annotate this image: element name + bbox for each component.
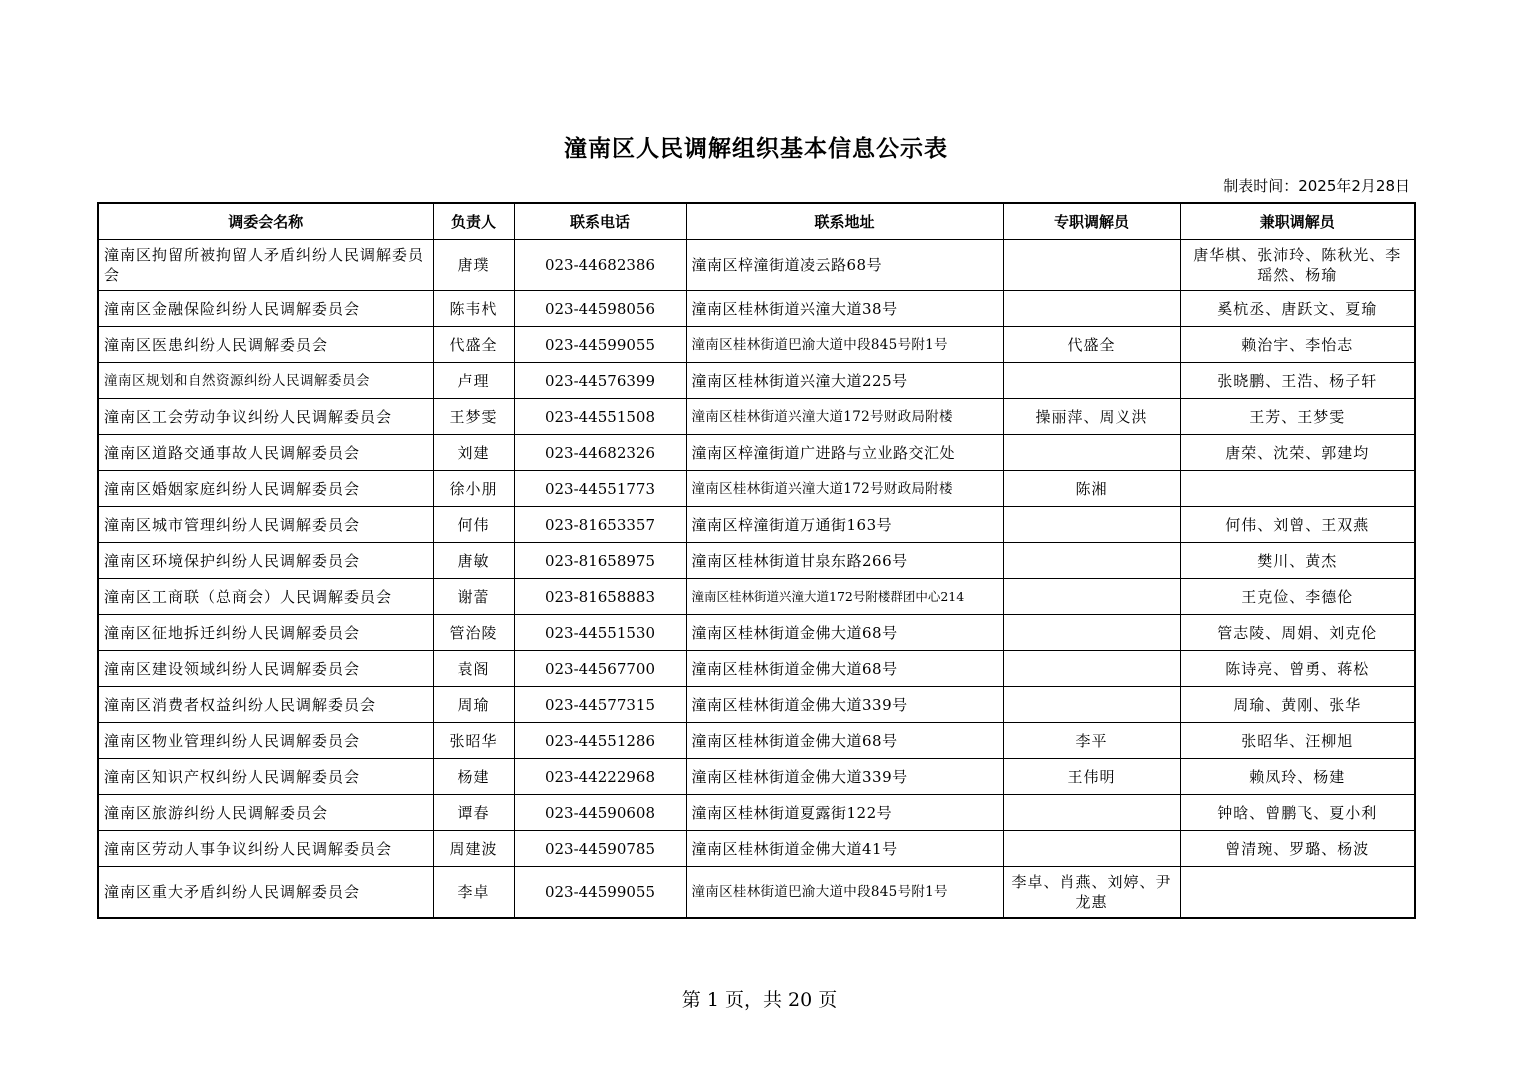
table-row (98, 240, 1415, 291)
leader: 周瑜 (433, 687, 514, 723)
table-row (98, 291, 1415, 327)
table-row (98, 435, 1415, 471)
phone: 023-44682386 (514, 240, 686, 291)
table-row (98, 363, 1415, 399)
header-address: 联系地址 (686, 203, 1003, 240)
table-row (98, 759, 1415, 795)
table-row (98, 687, 1415, 723)
leader: 代盛全 (433, 327, 514, 363)
parttime-mediator: 奚杭丞、唐跃文、夏瑜 (1180, 291, 1415, 327)
address: 潼南区桂林街道夏露街122号 (686, 795, 1003, 831)
header-parttime-mediator: 兼职调解员 (1180, 203, 1415, 240)
table-row (98, 579, 1415, 615)
header-committee-name: 调委会名称 (98, 203, 433, 240)
committee-name: 潼南区建设领域纠纷人民调解委员会 (98, 651, 433, 687)
address: 潼南区桂林街道甘泉东路266号 (686, 543, 1003, 579)
address: 潼南区桂林街道巴渝大道中段845号附1号 (686, 327, 1003, 363)
committee-name: 潼南区金融保险纠纷人民调解委员会 (98, 291, 433, 327)
phone: 023-44551773 (514, 471, 686, 507)
fulltime-mediator (1003, 795, 1180, 831)
parttime-mediator (1180, 471, 1415, 507)
phone: 023-44590608 (514, 795, 686, 831)
parttime-mediator: 管志陵、周娟、刘克伦 (1180, 615, 1415, 651)
phone: 023-44551286 (514, 723, 686, 759)
parttime-mediator: 赖凤玲、杨建 (1180, 759, 1415, 795)
phone: 023-81658883 (514, 579, 686, 615)
committee-name: 潼南区旅游纠纷人民调解委员会 (98, 795, 433, 831)
address: 潼南区梓潼街道凌云路68号 (686, 240, 1003, 291)
phone: 023-44599055 (514, 327, 686, 363)
fulltime-mediator (1003, 240, 1180, 291)
parttime-mediator (1180, 867, 1415, 919)
fulltime-mediator: 代盛全 (1003, 327, 1180, 363)
committee-name: 潼南区城市管理纠纷人民调解委员会 (98, 507, 433, 543)
fulltime-mediator (1003, 651, 1180, 687)
fulltime-mediator (1003, 507, 1180, 543)
table-row (98, 399, 1415, 435)
phone: 023-44551508 (514, 399, 686, 435)
fulltime-mediator (1003, 831, 1180, 867)
parttime-mediator: 唐华棋、张沛玲、陈秋光、李瑶然、杨瑜 (1180, 240, 1415, 291)
header-phone: 联系电话 (514, 203, 686, 240)
address: 潼南区桂林街道兴潼大道38号 (686, 291, 1003, 327)
parttime-mediator: 樊川、黄杰 (1180, 543, 1415, 579)
leader: 周建波 (433, 831, 514, 867)
table-row (98, 471, 1415, 507)
fulltime-mediator: 陈湘 (1003, 471, 1180, 507)
phone: 023-81658975 (514, 543, 686, 579)
parttime-mediator: 钟晗、曾鹏飞、夏小利 (1180, 795, 1415, 831)
address: 潼南区桂林街道兴潼大道225号 (686, 363, 1003, 399)
leader: 谢蕾 (433, 579, 514, 615)
page-title: 潼南区人民调解组织基本信息公示表 (564, 135, 948, 162)
address: 潼南区梓潼街道万通街163号 (686, 507, 1003, 543)
fulltime-mediator (1003, 543, 1180, 579)
table-row (98, 831, 1415, 867)
parttime-mediator: 赖治宇、李怡志 (1180, 327, 1415, 363)
leader: 管治陵 (433, 615, 514, 651)
committee-name: 潼南区道路交通事故人民调解委员会 (98, 435, 433, 471)
committee-name: 潼南区工会劳动争议纠纷人民调解委员会 (98, 399, 433, 435)
committee-name: 潼南区医患纠纷人民调解委员会 (98, 327, 433, 363)
parttime-mediator: 曾清琬、罗璐、杨波 (1180, 831, 1415, 867)
address: 潼南区桂林街道金佛大道68号 (686, 651, 1003, 687)
parttime-mediator: 陈诗亮、曾勇、蒋松 (1180, 651, 1415, 687)
leader: 张昭华 (433, 723, 514, 759)
parttime-mediator: 王克俭、李德伦 (1180, 579, 1415, 615)
phone: 023-44576399 (514, 363, 686, 399)
address: 潼南区桂林街道金佛大道339号 (686, 687, 1003, 723)
committee-name: 潼南区拘留所被拘留人矛盾纠纷人民调解委员会 (98, 240, 433, 291)
committee-name: 潼南区环境保护纠纷人民调解委员会 (98, 543, 433, 579)
fulltime-mediator (1003, 615, 1180, 651)
phone: 023-44682326 (514, 435, 686, 471)
committee-name: 潼南区征地拆迁纠纷人民调解委员会 (98, 615, 433, 651)
phone: 023-44567700 (514, 651, 686, 687)
leader: 陈韦杙 (433, 291, 514, 327)
fulltime-mediator: 操丽萍、周义洪 (1003, 399, 1180, 435)
header-leader: 负责人 (433, 203, 514, 240)
address: 潼南区桂林街道金佛大道68号 (686, 615, 1003, 651)
fulltime-mediator (1003, 687, 1180, 723)
fulltime-mediator (1003, 363, 1180, 399)
leader: 袁阁 (433, 651, 514, 687)
phone: 023-44222968 (514, 759, 686, 795)
table-row (98, 327, 1415, 363)
address: 潼南区桂林街道兴潼大道172号财政局附楼 (686, 471, 1003, 507)
fulltime-mediator (1003, 291, 1180, 327)
leader: 徐小朋 (433, 471, 514, 507)
fulltime-mediator (1003, 435, 1180, 471)
table-row (98, 507, 1415, 543)
table-row (98, 651, 1415, 687)
leader: 唐璞 (433, 240, 514, 291)
table-row (98, 795, 1415, 831)
mediation-table (97, 202, 1416, 919)
fulltime-mediator (1003, 579, 1180, 615)
leader: 王梦雯 (433, 399, 514, 435)
table-header-row (98, 203, 1415, 240)
committee-name: 潼南区工商联（总商会）人民调解委员会 (98, 579, 433, 615)
parttime-mediator: 唐荣、沈荣、郭建均 (1180, 435, 1415, 471)
page-footer: 第 1 页，共 20 页 (681, 989, 838, 1011)
fulltime-mediator: 李卓、肖燕、刘婷、尹龙惠 (1003, 867, 1180, 919)
parttime-mediator: 何伟、刘曾、王双燕 (1180, 507, 1415, 543)
fulltime-mediator: 王伟明 (1003, 759, 1180, 795)
address: 潼南区桂林街道金佛大道339号 (686, 759, 1003, 795)
committee-name: 潼南区规划和自然资源纠纷人民调解委员会 (98, 363, 433, 399)
header-fulltime-mediator: 专职调解员 (1003, 203, 1180, 240)
committee-name: 潼南区劳动人事争议纠纷人民调解委员会 (98, 831, 433, 867)
parttime-mediator: 王芳、王梦雯 (1180, 399, 1415, 435)
leader: 何伟 (433, 507, 514, 543)
committee-name: 潼南区重大矛盾纠纷人民调解委员会 (98, 867, 433, 919)
leader: 卢理 (433, 363, 514, 399)
parttime-mediator: 张昭华、汪柳旭 (1180, 723, 1415, 759)
phone: 023-44577315 (514, 687, 686, 723)
leader: 唐敏 (433, 543, 514, 579)
committee-name: 潼南区物业管理纠纷人民调解委员会 (98, 723, 433, 759)
leader: 谭春 (433, 795, 514, 831)
phone: 023-44598056 (514, 291, 686, 327)
parttime-mediator: 张晓鹏、王浩、杨子轩 (1180, 363, 1415, 399)
committee-name: 潼南区消费者权益纠纷人民调解委员会 (98, 687, 433, 723)
leader: 杨建 (433, 759, 514, 795)
fulltime-mediator: 李平 (1003, 723, 1180, 759)
table-row (98, 615, 1415, 651)
table-row (98, 867, 1415, 919)
phone: 023-44551530 (514, 615, 686, 651)
leader: 刘建 (433, 435, 514, 471)
committee-name: 潼南区知识产权纠纷人民调解委员会 (98, 759, 433, 795)
table-row (98, 543, 1415, 579)
address: 潼南区桂林街道兴潼大道172号财政局附楼 (686, 399, 1003, 435)
leader: 李卓 (433, 867, 514, 919)
committee-name: 潼南区婚姻家庭纠纷人民调解委员会 (98, 471, 433, 507)
address: 潼南区桂林街道兴潼大道172号附楼群团中心214 (686, 579, 1003, 615)
address: 潼南区桂林街道巴渝大道中段845号附1号 (686, 867, 1003, 919)
phone: 023-44590785 (514, 831, 686, 867)
table-date: 制表时间：2025年2月28日 (1223, 177, 1410, 195)
address: 潼南区桂林街道金佛大道41号 (686, 831, 1003, 867)
table-row (98, 723, 1415, 759)
address: 潼南区梓潼街道广进路与立业路交汇处 (686, 435, 1003, 471)
phone: 023-81653357 (514, 507, 686, 543)
address: 潼南区桂林街道金佛大道68号 (686, 723, 1003, 759)
phone: 023-44599055 (514, 867, 686, 919)
parttime-mediator: 周瑜、黄刚、张华 (1180, 687, 1415, 723)
